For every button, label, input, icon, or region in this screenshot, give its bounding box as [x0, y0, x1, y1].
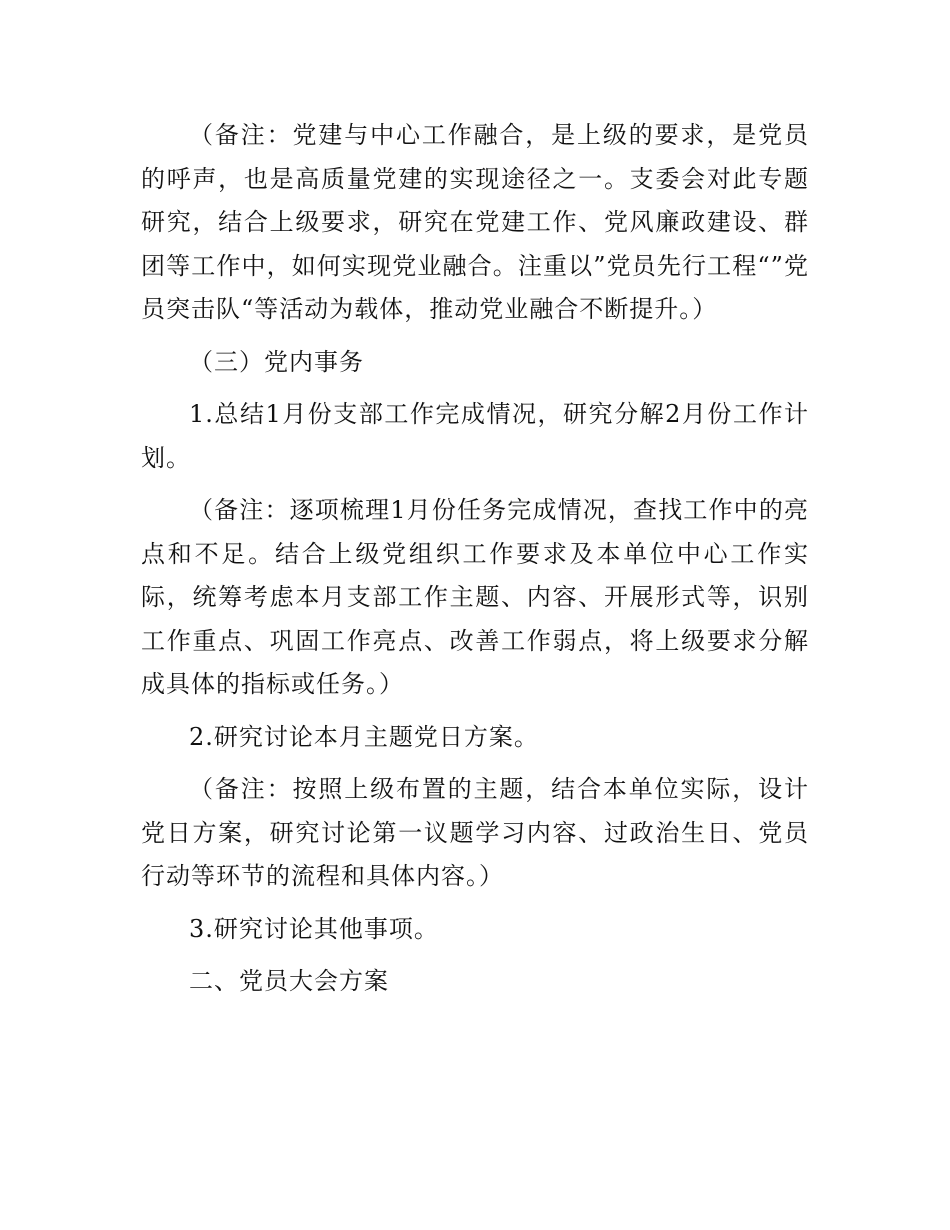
section-heading-general-meeting: 二、党员大会方案 [189, 967, 389, 995]
item-3-paragraph: 3.研究讨论其他事项。 [189, 914, 439, 943]
note-paragraph-review: （备注：逐项梳理1月份任务完成情况，查找工作中的亮点和不足。结合上级党组织工作要求及本单位中心工作实际，统筹考虑本月支部工作主题、内容、开展形式等，识别工作重点、巩固工作亮点、改善工作弱点，将上级要求分解成具体的指标或任务。） [141, 496, 809, 698]
item-1-paragraph: 1.总结1月份支部工作完成情况，研究分解2月份工作计划。 [141, 400, 809, 472]
note-paragraph-party-day: （备注：按照上级布置的主题，结合本单位实际，设计党日方案，研究讨论第一议题学习内容、过政治生日、党员行动等环节的流程和具体内容。） [141, 775, 809, 890]
item-2-paragraph: 2.研究讨论本月主题党日方案。 [189, 722, 539, 751]
document-body [141, 114, 809, 1013]
section-heading-party-affairs: （三）党内事务 [189, 347, 364, 376]
note-paragraph-integration: （备注：党建与中心工作融合，是上级的要求，是党员的呼声，也是高质量党建的实现途径之一。支委会对此专题研究，结合上级要求，研究在党建工作、党风廉政建设、群团等工作中，如何实现党业融合。注重以”党员先行工程“”党员突击队“等活动为载体，推动党业融合不断提升。） [141, 121, 809, 323]
